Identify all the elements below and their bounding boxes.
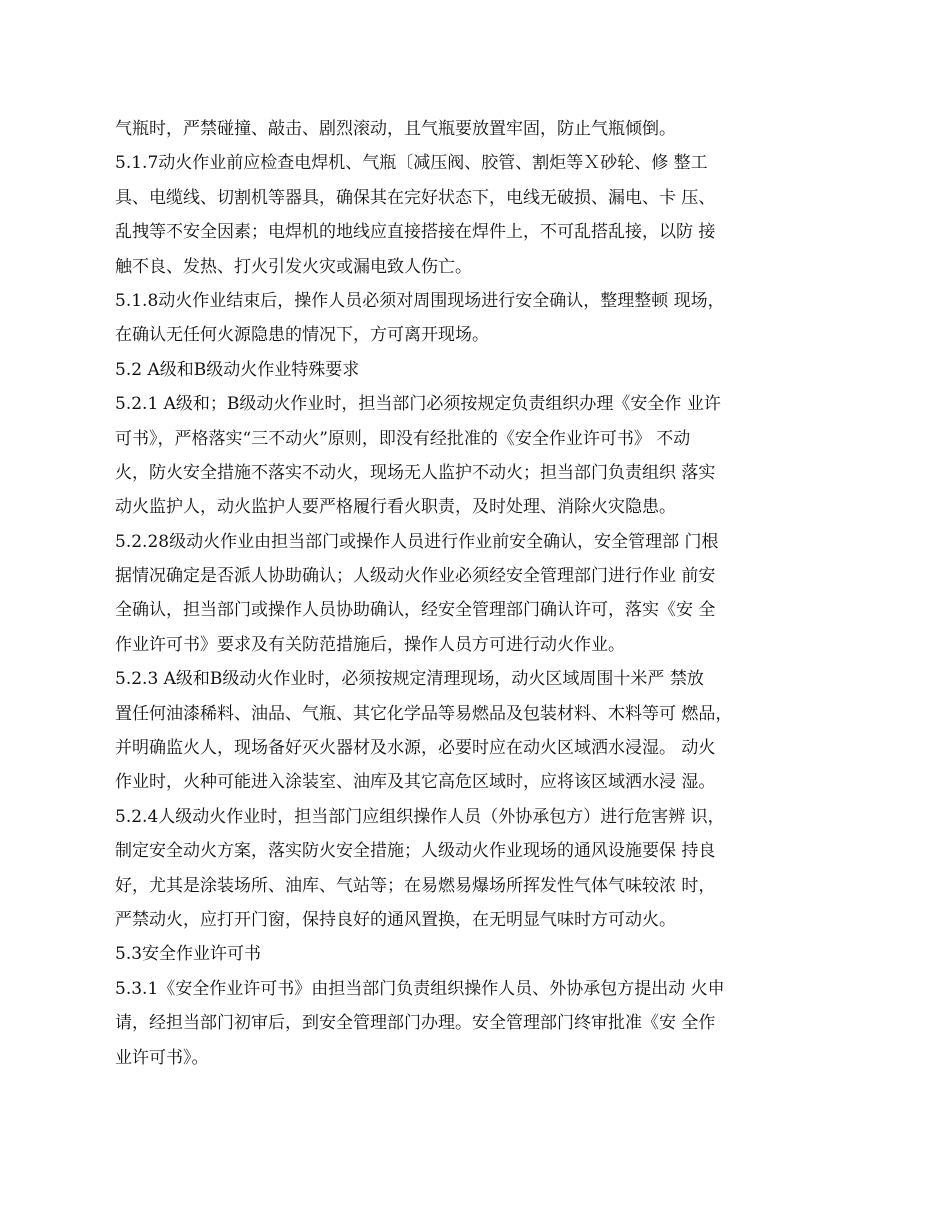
text-line: 制定安全动火方案，落实防火安全措施；人级动火作业现场的通风设施要保 持良 — [115, 841, 716, 862]
section-heading: 5.2 A级和B级动火作业特殊要求 — [115, 359, 360, 380]
text-line: 5.2.4人级动火作业时，担当部门应组织操作人员（外协承包方）进行危害辨 识， — [115, 806, 725, 827]
text-line: 严禁动火，应打开门窗，保持良好的通风置换，在无明显气味时方可动火。 — [115, 909, 676, 930]
text-line: 可书》，严格落实“三不动火”原则，即没有经批准的《安全作业许可书》 不动 — [115, 428, 691, 449]
text-line: 5.2.3 A级和B级动火作业时，必须按规定清理现场，动火区域周围十米严 禁放 — [115, 669, 704, 690]
document-body — [115, 112, 835, 1075]
text-line: 全确认，担当部门或操作人员协助确认，经安全管理部门确认许可，落实《安 全 — [115, 600, 716, 621]
text-line: 作业许可书》要求及有关防范措施后，操作人员方可进行动火作业。 — [115, 634, 625, 655]
text-line: 气瓶时，严禁碰撞、敲击、剧烈滚动，且气瓶要放置牢固，防止气瓶倾倒。 — [115, 119, 676, 139]
text-line: 火，防火安全措施不落实不动火，现场无人监护不动火；担当部门负责组织 落实 — [115, 462, 716, 483]
text-line: 5.1.8动火作业结束后，操作人员必须对周围现场进行安全确认，整理整顿 现场， — [115, 290, 725, 311]
text-line: 动火监护人，动火监护人要严格履行看火职责，及时处理、消除火灾隐患。 — [115, 497, 676, 518]
text-line: 具、电缆线、切割机等器具，确保其在完好状态下，电线无破损、漏电、卡 压、 — [115, 187, 716, 208]
text-line: 据情况确定是否派人协助确认；人级动火作业必须经安全管理部门进行作业 前安 — [115, 566, 716, 587]
text-line: 请，经担当部门初审后，到安全管理部门办理。安全管理部门终审批准《安 全作 — [115, 1013, 716, 1034]
text-line: 作业时，火种可能进入涂装室、油库及其它高危区域时，应将该区域洒水浸 湿。 — [115, 772, 716, 793]
text-line: 5.3.1《安全作业许可书》由担当部门负责组织操作人员、外协承包方提出动 火申 — [115, 978, 725, 999]
text-line: 触不良、发热、打火引发火灾或漏电致人伤亡。 — [115, 256, 472, 277]
text-line: 5.1.7动火作业前应检查电焊机、气瓶〔减压阀、胶管、割炬等Ｘ砂轮、修 整工 — [115, 153, 708, 174]
text-line: 好，尤其是涂装场所、油库、气站等；在易燃易爆场所挥发性气体气味较浓 时， — [115, 875, 716, 896]
text-line: 5.2.28级动火作业由担当部门或操作人员进行作业前安全确认，安全管理部 门根 — [115, 531, 719, 552]
text-line: 业许可书》。 — [115, 1047, 209, 1068]
text-line: 5.2.1 A级和；B级动火作业时，担当部门必须按规定负责组织办理《安全作 业许 — [115, 394, 721, 415]
text-line: 置任何油漆稀料、油品、气瓶、其它化学品等易燃品及包装材料、木料等可 燃品， — [115, 703, 733, 724]
text-line: 在确认无任何火源隐患的情况下，方可离开现场。 — [115, 325, 489, 346]
text-line: 并明确监火人，现场备好灭火器材及水源，必要时应在动火区域洒水浸湿。 动火 — [115, 738, 716, 759]
section-heading: 5.3安全作业许可书 — [115, 944, 262, 965]
text-line: 乱拽等不安全因素；电焊机的地线应直接搭接在焊件上，不可乱搭乱接，以防 接 — [115, 222, 716, 243]
